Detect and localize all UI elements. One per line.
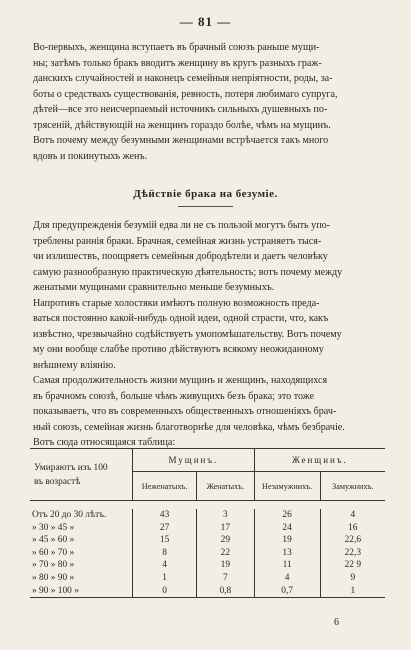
text-line: чи излишествъ, поощряетъ семейныя добродѣтели и даетъ человѣку [33,251,328,262]
text-line: въ брачномъ союзѣ, больше чѣмъ живущихъ безъ брака; это тоже [33,390,315,402]
value-cell: 24 [254,522,320,535]
signature-mark: 6 [334,617,339,628]
text-line: вдовъ и покинутыхъ женъ. [33,150,148,162]
text-line: Вотъ почему между безумными женщинами встрѣчается такъ много [33,135,329,146]
text-line: дѣтей—все это неисчерпаемый источникъ сильныхъ душевныхъ по- [33,104,328,115]
value-cell: 17 [196,522,254,535]
value-cell: 4 [133,559,197,572]
value-cell: 22 [196,547,254,560]
text-line: Вотъ сюда относящаяся таблица: [33,437,176,448]
text-line: показываетъ, что въ современныхъ общественныхъ отношеніяхъ брач- [33,406,337,417]
value-cell: 0 [133,585,197,598]
column-header: Неженатыхъ. [133,472,197,501]
value-cell: 7 [196,572,254,585]
column-header: Замужнихъ. [320,472,385,501]
value-cell: 43 [133,509,197,522]
value-cell: 11 [254,559,320,572]
value-cell: 19 [254,534,320,547]
value-cell: 13 [254,547,320,560]
text-line: Для предупрежденія безумій едва ли не съ пользой могутъ быть упо- [33,220,331,231]
page-number: — 81 — [179,14,232,29]
age-cell: Отъ 20 до 30 лѣтъ. [32,510,107,520]
text-line: ны; затѣмъ только бракъ вводитъ женщину въ кругъ разныхъ граж- [33,57,322,69]
text-line: му они вообще слабѣе противо дѣйствуютъ всякому неожиданному [33,344,324,355]
text-line: трясеній, дѣйствующій на женщинъ гораздо болѣе, чѣмъ на мущинъ. [33,119,331,131]
value-cell: 3 [196,509,254,522]
age-cell: » 45 » 60 » [32,535,75,546]
value-cell: 16 [320,522,385,535]
table-stub-header [30,449,133,501]
section-heading: Дѣйствіе брака на безуміе. [133,188,278,200]
table-row [30,509,385,522]
value-cell: 15 [133,534,197,547]
value-cell: 26 [254,509,320,522]
text-line: извѣстно, чрезвычайно содѣйствуетъ умопомѣшательству. Вотъ почему [33,328,342,340]
group-header-women: Женщинъ. [254,449,385,472]
text-line: ваться постоянно какой-нибудь одной идеи, одной страсти, что, какъ [33,313,329,324]
paragraph-1 [33,40,385,164]
age-cell: » 70 » 80 » [32,560,75,571]
table-row [30,534,385,547]
text-line: женатыми мущинами сравнительно меньше безумныхъ. [33,282,275,293]
value-cell: 4 [320,509,385,522]
value-cell: 22,3 [320,547,385,560]
value-cell: 1 [320,585,385,598]
age-cell: » 30 » 45 » [32,522,75,533]
value-cell: 22,6 [320,534,385,547]
text-line: самую разнообразную практическую дѣятельность; вотъ почему между [33,266,343,278]
text-line: треблены раннія браки. Брачная, семейная жизнь устраняетъ тыся- [33,235,322,247]
table-row [30,559,385,572]
column-header: Женатыхъ. [196,472,254,501]
table-row [30,522,385,535]
value-cell: 9 [320,572,385,585]
text-line: боты о средствахъ существованія, ревность, потеря любимаго супруга, [33,88,338,100]
value-cell: 8 [133,547,197,560]
value-cell: 29 [196,534,254,547]
column-header: Незамужнихъ. [254,472,320,501]
mortality-table [30,448,385,598]
text-line: внѣшнему вліянію. [33,359,116,371]
value-cell: 19 [196,559,254,572]
age-cell: » 60 » 70 » [32,547,75,558]
value-cell: 27 [133,522,197,535]
heading-divider [178,206,233,207]
value-cell: 4 [254,572,320,585]
value-cell: 0,7 [254,585,320,598]
age-cell: » 90 » 100 » [30,585,133,598]
text-line: Напротивъ старые холостяки имѣютъ полную возможность преда- [33,297,320,309]
table-row [30,547,385,560]
value-cell: 22 9 [320,559,385,572]
group-header-men: Мущинъ. [133,449,254,472]
text-line: данскихъ случайностей и наконецъ семейныя непріятности, роды, за- [33,73,333,84]
table-row [30,585,385,598]
text-line: Во-первыхъ, женщина вступаетъ въ брачный союзъ раньше мущи- [33,42,320,53]
paragraph-2 [33,218,385,451]
stub-header-line: Умираютъ изъ 100 [34,462,108,473]
age-cell: » 80 » 90 » [32,572,75,583]
value-cell: 1 [133,572,197,585]
value-cell: 0,8 [196,585,254,598]
table-row [30,572,385,585]
text-line: ный союзъ, семейная жизнь благотворнѣе для человѣка, чѣмъ безбрачіе. [33,421,345,433]
stub-header-line: въ возрастѣ [34,476,81,487]
text-line: Самая продолжительность жизни мущинъ и женщинъ, находящихся [33,375,328,386]
